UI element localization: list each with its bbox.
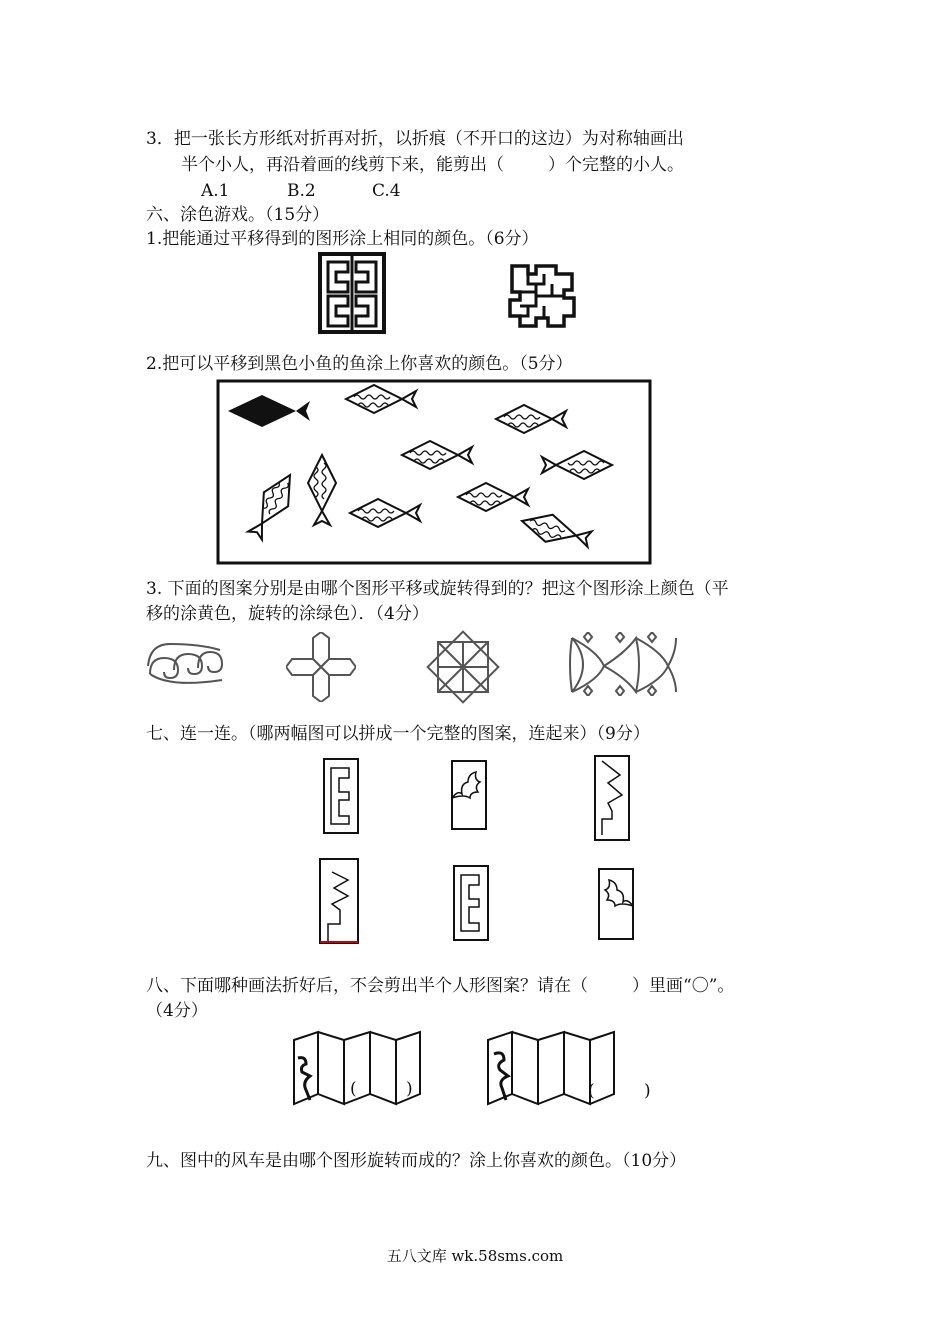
fish-9[interactable] xyxy=(243,468,302,543)
card-bottom-3[interactable] xyxy=(598,868,634,940)
q5-3-line2 xyxy=(181,154,684,176)
section-6-q3-line1: 3. 下面的图案分别是由哪个图形平移或旋转得到的？把这个图形涂上颜色（平 xyxy=(146,579,729,599)
folded-paper-2[interactable] xyxy=(484,1030,624,1110)
card-bottom-2[interactable] xyxy=(453,865,489,941)
section-7-title: 七、连一连。（哪两幅图可以拼成一个完整的图案，连起来）（9分） xyxy=(146,724,650,744)
section-8-line1-a: 八、下面哪种画法折好后，不会剪出半个人形图案？请在（ xyxy=(146,976,588,996)
cross-pattern-figure[interactable] xyxy=(286,632,356,702)
card-bottom-1[interactable] xyxy=(318,858,360,944)
fish-panel xyxy=(216,379,652,565)
paren-open-1: ( xyxy=(350,1079,357,1099)
section-8-line2: （4分） xyxy=(146,1001,208,1021)
section-6-q3-line2: 移的涂黄色，旋转的涂绿色）．（4分） xyxy=(146,604,429,624)
section-8-line1-b: ）里画“〇”。 xyxy=(632,976,735,996)
section-6-title: 六、涂色游戏。（15分） xyxy=(146,205,330,225)
paren-close-1: ) xyxy=(406,1079,413,1099)
q5-3-line2-a: 半个小人，再沿着画的线剪下来，能剪出（ xyxy=(181,155,504,175)
section-8-line1 xyxy=(146,975,734,997)
pinwheel-square-figure[interactable] xyxy=(426,630,500,704)
fish-3[interactable] xyxy=(402,441,472,469)
fish-6[interactable] xyxy=(458,483,528,511)
section-6-q1: 1.把能通过平移得到的图形涂上相同的颜色。（6分） xyxy=(146,229,539,249)
card-top-2[interactable] xyxy=(451,760,487,830)
fish-1[interactable] xyxy=(346,385,416,413)
card-top-3[interactable] xyxy=(594,755,630,841)
leaf-pattern-figure[interactable] xyxy=(568,632,678,696)
option-c[interactable]: C.4 xyxy=(372,181,401,201)
fish-4[interactable] xyxy=(542,451,612,479)
footer: 五八文库 wk.58sms.com xyxy=(386,1247,564,1265)
fish-8[interactable] xyxy=(308,455,336,525)
section-9-title: 九、图中的风车是由哪个图形旋转而成的？涂上你喜欢的颜色。（10分） xyxy=(146,1151,687,1171)
q5-3-line2-b: ）个完整的小人。 xyxy=(548,155,684,175)
fish-2[interactable] xyxy=(496,405,566,433)
fish-7[interactable] xyxy=(518,507,593,552)
option-b[interactable]: B.2 xyxy=(287,181,316,201)
cloud-pattern-figure[interactable] xyxy=(146,638,226,690)
option-a[interactable]: A.1 xyxy=(201,181,230,201)
paren-close-2: ) xyxy=(644,1081,651,1101)
card-top-1[interactable] xyxy=(323,758,359,834)
paren-open-2: ( xyxy=(588,1081,595,1101)
fish-5[interactable] xyxy=(350,499,420,527)
maze-pattern-figure[interactable] xyxy=(318,252,386,334)
section-6-q2: 2.把可以平移到黑色小鱼的鱼涂上你喜欢的颜色。（5分） xyxy=(146,354,573,374)
black-fish[interactable] xyxy=(228,395,310,427)
puzzle-pattern-figure[interactable] xyxy=(506,260,580,332)
q5-3-line1: 3．把一张长方形纸对折再对折，以折痕（不开口的这边）为对称轴画出 xyxy=(146,129,684,149)
